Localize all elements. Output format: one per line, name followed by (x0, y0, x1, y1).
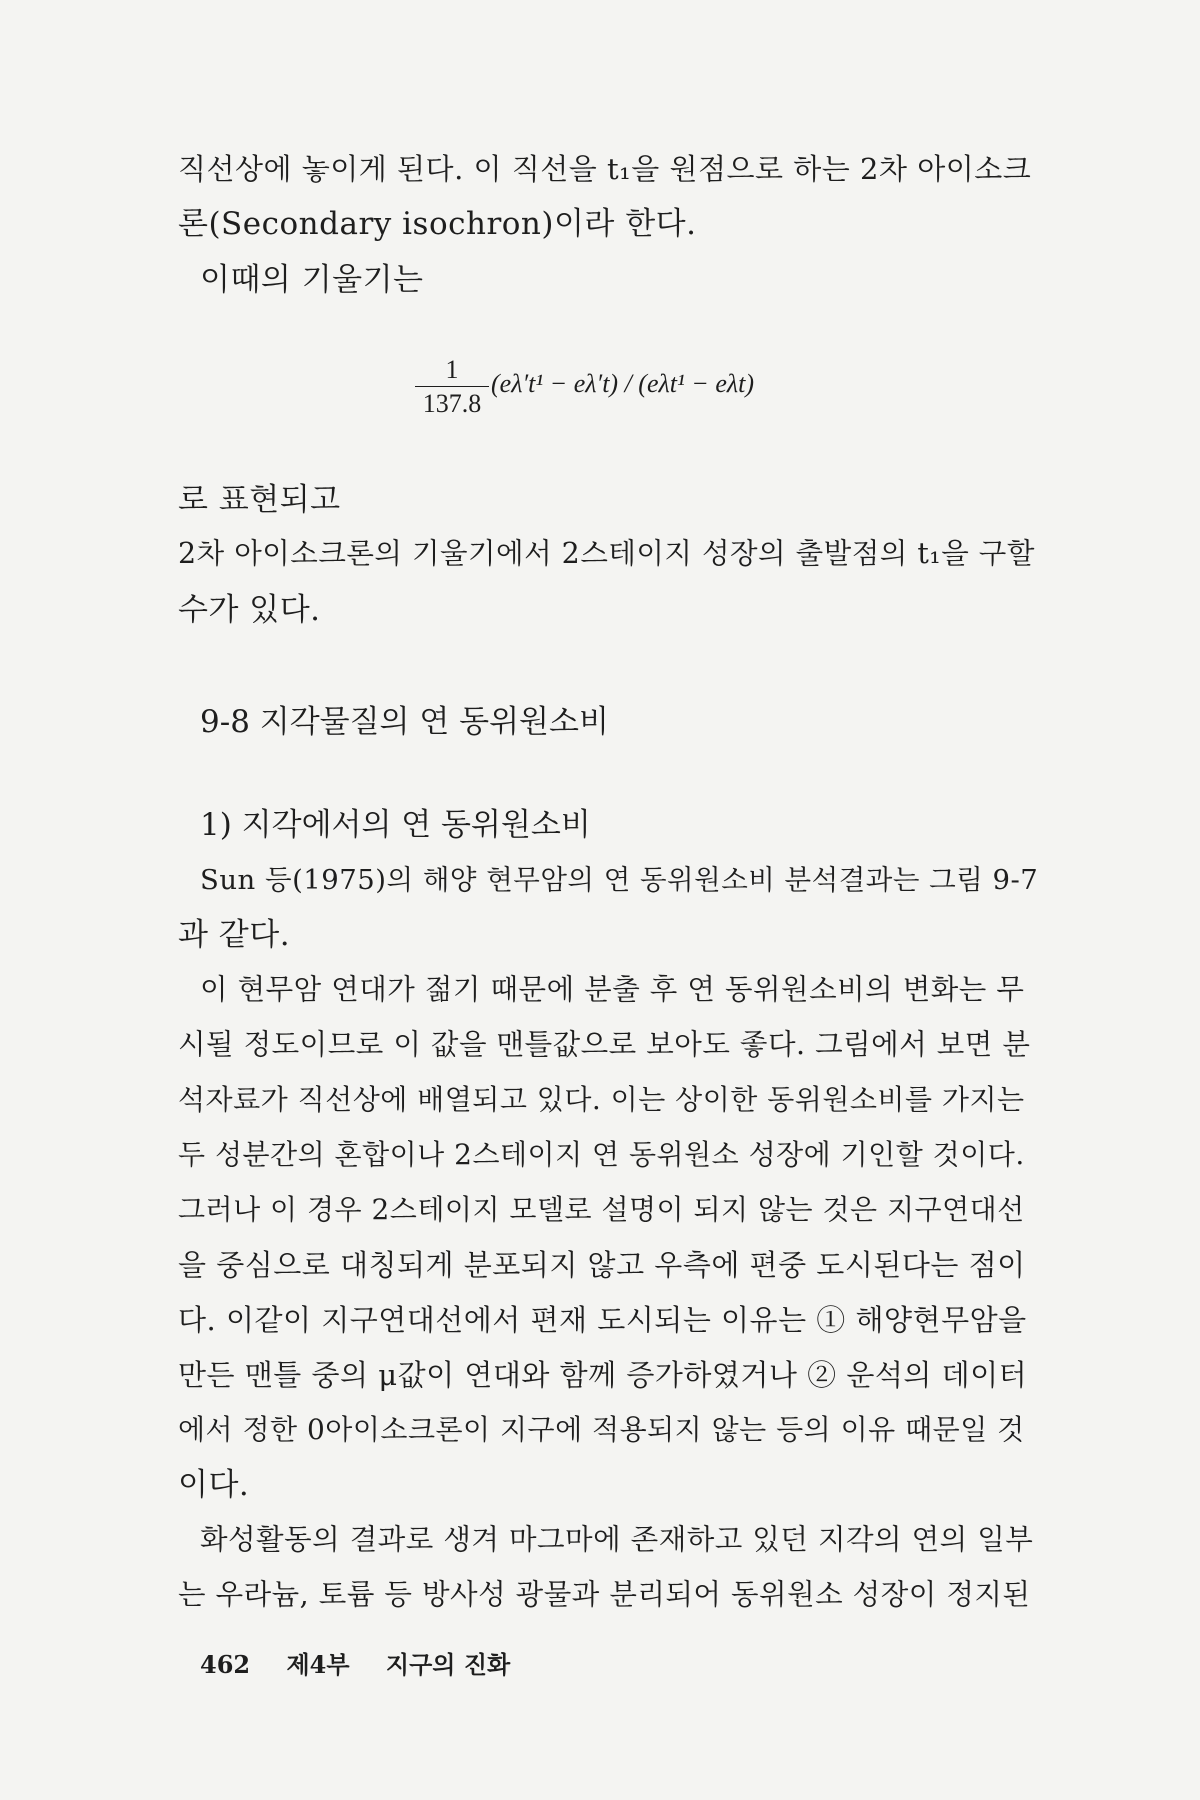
body-line: 로 표현되고 (178, 482, 341, 518)
body-line: 에서 정한 0아이소크론이 지구에 적용되지 않는 등의 이유 때문일 것 (178, 1413, 1025, 1446)
body-line: 두 성분간의 혼합이나 2스테이지 연 동위원소 성장에 기인할 것이다. (178, 1138, 1025, 1171)
formula-expression: (eλ′t¹ − eλ′t) / (eλt¹ − eλt) (491, 369, 755, 398)
body-line: 을 중심으로 대칭되게 분포되지 않고 우측에 편중 도시된다는 점이 (178, 1248, 1026, 1282)
section-heading: 9-8 지각물질의 연 동위원소비 (200, 704, 609, 740)
body-line: 직선상에 놓이게 된다. 이 직선을 t₁을 원점으로 하는 2차 아이소크 (178, 152, 1032, 186)
body-line: 는 우라늄, 토륨 등 방사성 광물과 분리되어 동위원소 성장이 정지된 (178, 1578, 1031, 1611)
page-number: 462 (200, 1650, 251, 1679)
body-line: Sun 등(1975)의 해양 현무암의 연 동위원소비 분석결과는 그림 9-7 (200, 864, 1039, 896)
body-line: 론(Secondary isochron)이라 한다. (178, 206, 697, 242)
subsection-heading: 1) 지각에서의 연 동위원소비 (200, 807, 591, 843)
fraction-numerator: 1 (445, 355, 459, 384)
body-line: 이 현무암 연대가 젊기 때문에 분출 후 연 동위원소비의 변화는 무 (200, 973, 1025, 1006)
body-line: 수가 있다. (178, 592, 321, 628)
fraction-bar (415, 386, 489, 387)
slope-formula (415, 355, 835, 435)
body-line: 이때의 기울기는 (200, 262, 424, 298)
page-footer (200, 1645, 538, 1680)
body-line: 다. 이같이 지구연대선에서 편재 도시되는 이유는 ① 해양현무암을 (178, 1303, 1027, 1337)
part-label: 제4부 (286, 1650, 350, 1679)
fraction (415, 355, 489, 419)
body-line: 그러나 이 경우 2스테이지 모델로 설명이 되지 않는 것은 지구연대선 (178, 1193, 1025, 1226)
fraction-denominator: 137.8 (422, 389, 482, 418)
part-title: 지구의 진화 (385, 1650, 511, 1679)
body-line: 이다. (178, 1467, 250, 1503)
body-line: 2차 아이소크론의 기울기에서 2스테이지 성장의 출발점의 t₁을 구할 (178, 537, 1035, 570)
body-line: 석자료가 직선상에 배열되고 있다. 이는 상이한 동위원소비를 가지는 (178, 1083, 1025, 1116)
body-line: 시될 정도이므로 이 값을 맨틀값으로 보아도 좋다. 그림에서 보면 분 (178, 1028, 1031, 1061)
body-line: 화성활동의 결과로 생겨 마그마에 존재하고 있던 지각의 연의 일부 (200, 1523, 1034, 1556)
body-line: 만든 맨틀 중의 μ값이 연대와 함께 증가하였거나 ② 운석의 데이터 (178, 1358, 1028, 1392)
body-line: 과 같다. (178, 917, 291, 953)
